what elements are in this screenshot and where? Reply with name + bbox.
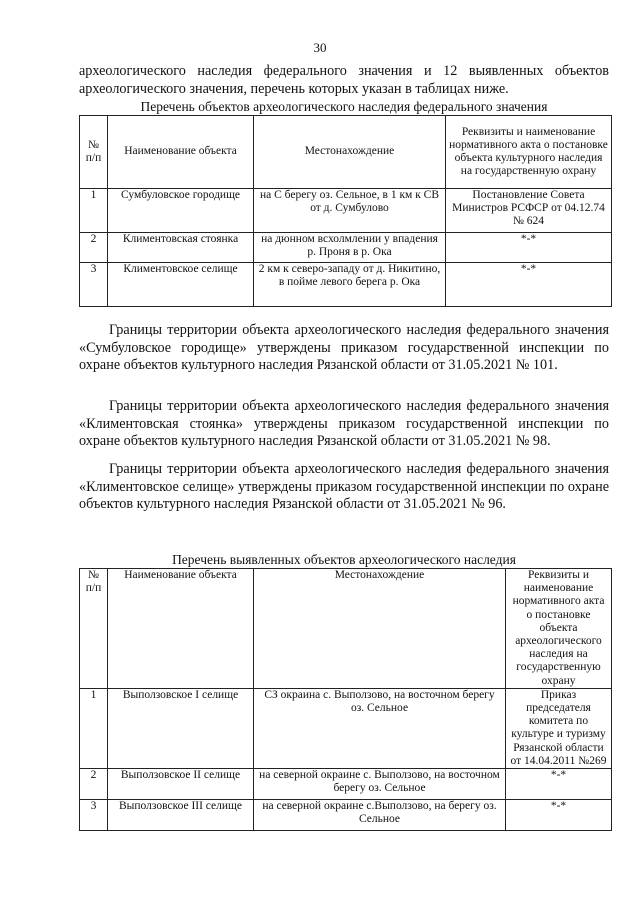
cell-location: 2 км к северо-западу от д. Никитино, в пойме левого берега р. Ока: [254, 263, 446, 307]
header-requisites: Реквизиты и наименование нормативного акта о постановке объекта археологического наследия на государственную охрану: [506, 569, 612, 689]
cell-num: 3: [80, 800, 108, 831]
paragraph-klimentovskoe: Границы территории объекта археологического наследия федерального значения «Климентовское селище» утверждены приказом государственной инспекции по охране объектов культурного наследия Рязанской области от 31.05.2021 № 96.: [79, 461, 609, 512]
header-requisites: Реквизиты и наименование нормативного акта о постановке объекта культурного наследия на государственную охрану: [446, 116, 612, 189]
header-name: Наименование объекта: [108, 116, 254, 189]
cell-name: Сумбуловское городище: [108, 189, 254, 233]
table-row: [80, 688, 612, 768]
table2-caption: Перечень выявленных объектов археологического наследия: [172, 552, 516, 567]
table-row: [80, 233, 612, 263]
cell-requisites: *-*: [506, 800, 612, 831]
cell-num: 3: [80, 263, 108, 307]
header-num: № п/п: [80, 116, 108, 189]
table-row: [80, 769, 612, 800]
table1-caption: Перечень объектов археологического наследия федерального значения: [140, 99, 548, 114]
cell-num: 1: [80, 688, 108, 768]
cell-name: Выползовское II селище: [108, 769, 254, 800]
table-header-row: [80, 569, 612, 689]
cell-name: Выползовское III селище: [108, 800, 254, 831]
header-location: Местонахождение: [254, 569, 506, 689]
table-row: [80, 189, 612, 233]
cell-name: Выползовское I селище: [108, 688, 254, 768]
table-header-row: [80, 116, 612, 189]
header-name: Наименование объекта: [108, 569, 254, 689]
cell-location: СЗ окраина с. Выползово, на восточном берегу оз. Сельное: [254, 688, 506, 768]
table-row: [80, 800, 612, 831]
header-num: № п/п: [80, 569, 108, 689]
cell-name: Климентовское селище: [108, 263, 254, 307]
cell-requisites: *-*: [446, 233, 612, 263]
cell-requisites: Приказ председателя комитета по культуре и туризму Рязанской области от 14.04.2011 №269: [506, 688, 612, 768]
header-location: Местонахождение: [254, 116, 446, 189]
federal-heritage-table: [79, 115, 612, 307]
cell-name: Климентовская стоянка: [108, 233, 254, 263]
intro-paragraph: археологического наследия федерального значения и 12 выявленных объектов археологического значения, перечень которых указан в таблицах ниже.: [79, 63, 609, 97]
cell-location: на северной окраине с. Выползово, на восточном берегу оз. Сельное: [254, 769, 506, 800]
cell-requisites: Постановление Совета Министров РСФСР от 04.12.74 № 624: [446, 189, 612, 233]
cell-requisites: *-*: [506, 769, 612, 800]
paragraph-sumbulovo: Границы территории объекта археологического наследия федерального значения «Сумбуловское городище» утверждены приказом государственной инспекции по охране объектов культурного наследия Рязанской области от 31.05.2021 № 101.: [79, 322, 609, 373]
paragraph-klimentovskaya: Границы территории объекта археологического наследия федерального значения «Климентовская стоянка» утверждены приказом государственной инспекции по охране объектов культурного наследия Рязанской области от 31.05.2021 № 98.: [79, 398, 609, 449]
cell-num: 2: [80, 233, 108, 263]
table-row: [80, 263, 612, 307]
identified-heritage-table: [79, 568, 612, 831]
cell-location: на дюнном всхолмлении у впадения р. Проня в р. Ока: [254, 233, 446, 263]
cell-requisites: *-*: [446, 263, 612, 307]
page-number: 30: [313, 40, 327, 55]
cell-num: 1: [80, 189, 108, 233]
cell-location: на С берегу оз. Сельное, в 1 км к СВ от д. Сумбулово: [254, 189, 446, 233]
cell-num: 2: [80, 769, 108, 800]
cell-location: на северной окраине с.Выползово, на берегу оз. Сельное: [254, 800, 506, 831]
